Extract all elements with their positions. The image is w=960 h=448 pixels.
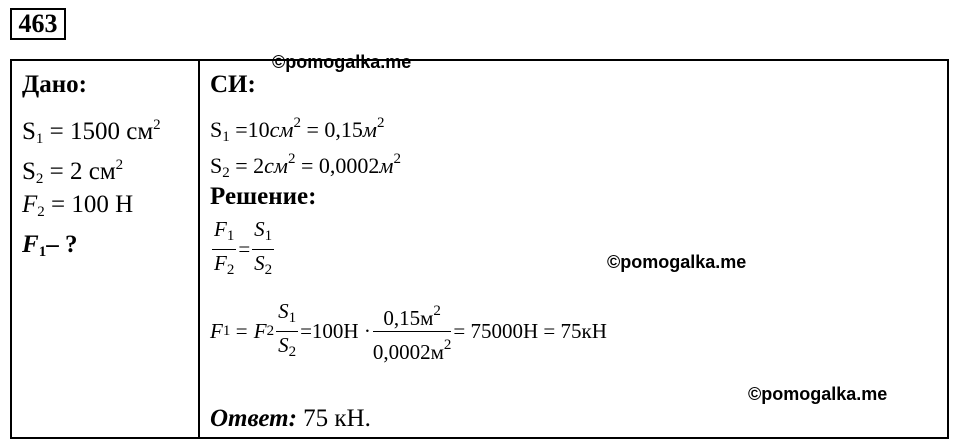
solution-title: Решение: <box>210 183 317 210</box>
watermark-3: ©pomogalka.me <box>748 384 888 404</box>
given-title: Дано: <box>22 71 87 98</box>
given-f1: $F_1-$ ? <box>22 231 78 260</box>
fraction-area: $\frac{0,15м^2}{0,0002м^2}$ <box>373 298 452 365</box>
fraction-s-calc: $\frac{S_1}{S_2}$ <box>278 298 297 360</box>
si-s2: $S_2 = 2см^2 = 0,0002м^2$ <box>210 151 401 181</box>
given-column <box>22 65 194 265</box>
answer-label: Ответ: <box>210 405 297 432</box>
problem-number: 463 <box>10 8 66 40</box>
answer-value: 75 кН. <box>303 405 371 432</box>
fraction-f: $\frac{F_1}{F_2}$ <box>214 216 235 278</box>
si-s1: $S_1 =10см^2 = 0,15м^2$ <box>210 115 385 145</box>
given-f2: $F_2 = 100$ Н <box>22 191 134 220</box>
ratio-formula: $\frac{F_1}{F_2}$ = $\frac{S_1}{S_2}$ <box>210 217 930 281</box>
given-s1: $S_1 = 1500$ $см^2$ <box>22 117 161 147</box>
watermark-1: ©pomogalka.me <box>272 52 412 72</box>
watermark-2: ©pomogalka.me <box>607 252 747 272</box>
solution-table <box>10 59 949 439</box>
si-column <box>210 65 930 371</box>
si-title: СИ: <box>210 71 256 98</box>
given-s2: $S_2 = 2$ $см^2$ <box>22 157 124 187</box>
answer <box>210 405 371 433</box>
column-divider <box>198 61 200 437</box>
fraction-s: $\frac{S_1}{S_2}$ <box>254 216 273 278</box>
calc-formula: F 1 = F 2 $\frac{S_1}{S_2}$ =100H · $\frac{0,15м^2}{0,0002м^2}$ = 75000H = 75кH <box>210 298 607 364</box>
